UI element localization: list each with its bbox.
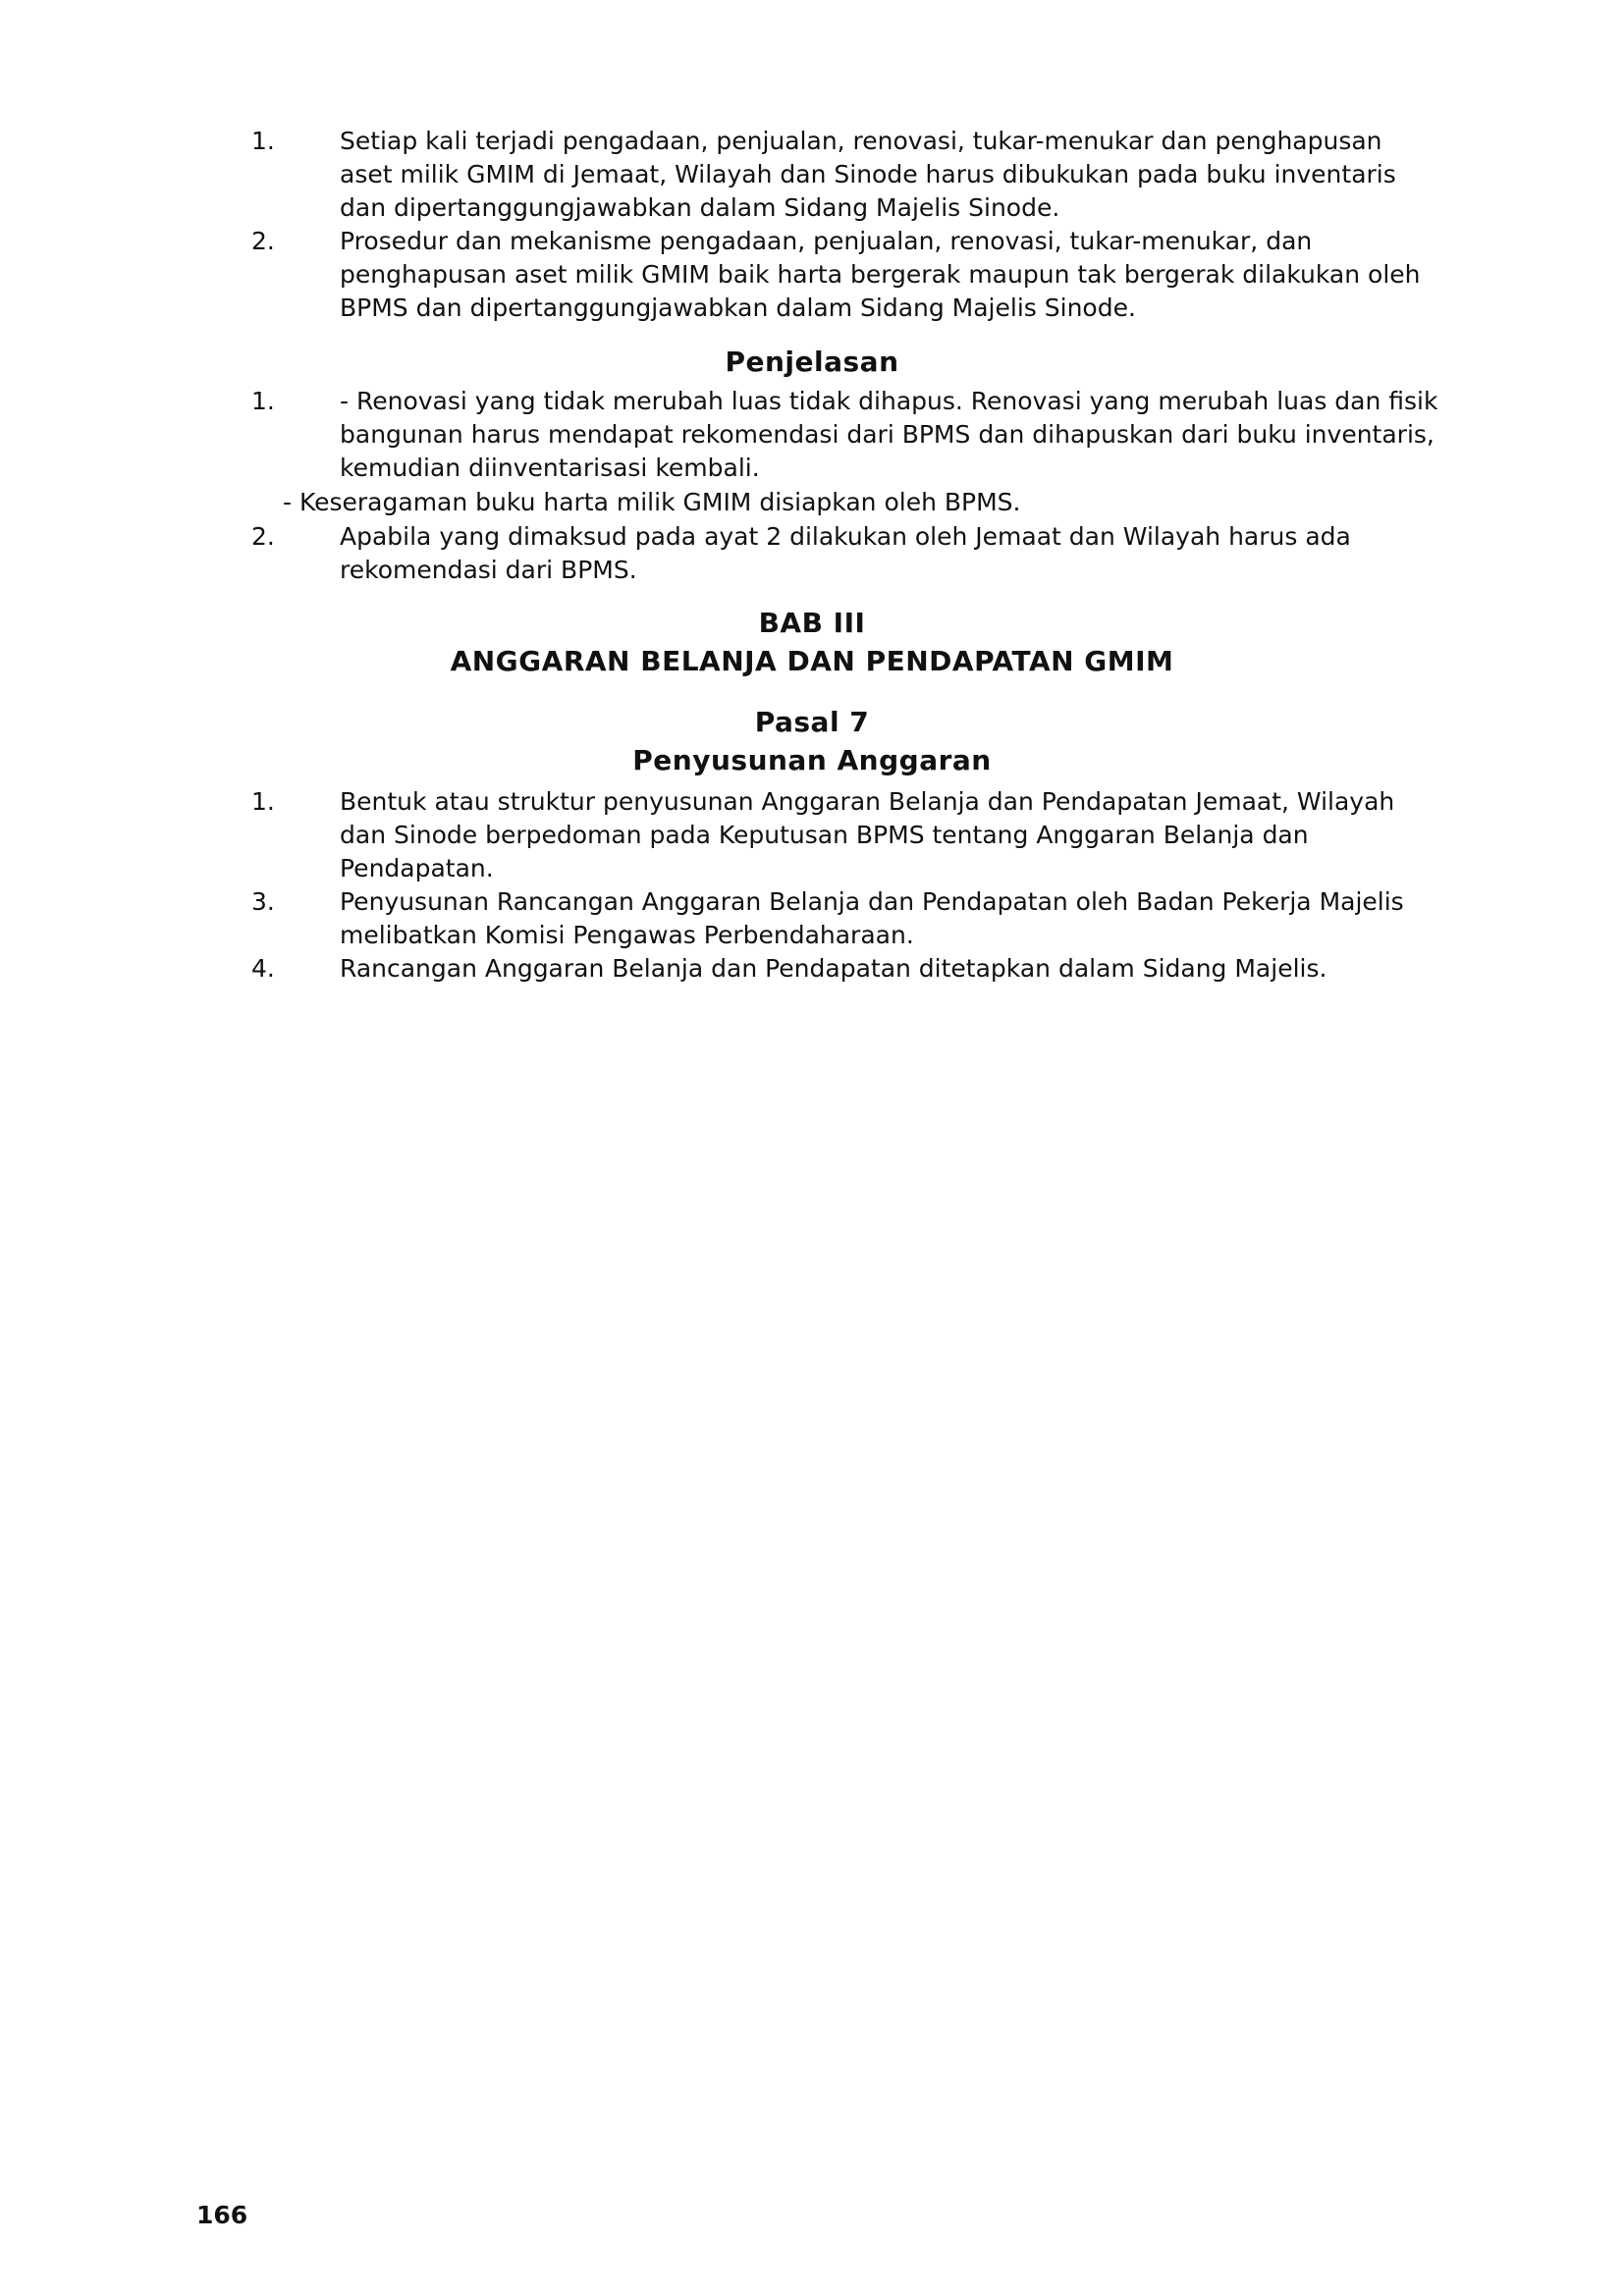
penjelasan-note: - Keseragaman buku harta milik GMIM disiapkan oleh BPMS. [283, 488, 1021, 516]
item-number: 3. [251, 887, 275, 916]
list-item [251, 125, 1439, 225]
page-number: 166 [196, 2201, 248, 2229]
list-item [251, 785, 1439, 885]
chapter-number: BAB III [758, 607, 866, 639]
item-text: Prosedur dan mekanisme pengadaan, penjualan, renovasi, tukar-menukar, dan penghapusan aset milik GMIM baik harta bergerak maupun tak bergerak dilakukan oleh BPMS dan dipertanggungjawabkan dalam Sidang Majelis Sinode. [340, 227, 1421, 322]
list-item [251, 952, 1439, 986]
chapter-title: ANGGARAN BELANJA DAN PENDAPATAN GMIM [450, 645, 1174, 677]
list-item [251, 520, 1439, 587]
list-item [251, 885, 1439, 952]
item-text: - Renovasi yang tidak merubah luas tidak dihapus. Renovasi yang merubah luas dan fisik bangunan harus mendapat rekomendasi dari BPMS dan dihapuskan dari buku inventaris, kemudian diinventarisasi kembali. [340, 387, 1438, 482]
pasal-title: Penyusunan Anggaran [632, 744, 992, 776]
list-item [251, 225, 1439, 325]
item-text: Apabila yang dimaksud pada ayat 2 dilakukan oleh Jemaat dan Wilayah harus ada rekomendasi dari BPMS. [340, 522, 1351, 584]
item-text: Penyusunan Rancangan Anggaran Belanja dan Pendapatan oleh Badan Pekerja Majelis melibatkan Komisi Pengawas Perbendaharaan. [340, 887, 1404, 949]
item-number: 1. [251, 387, 275, 415]
item-number: 2. [251, 227, 275, 255]
item-number: 1. [251, 127, 275, 155]
item-text: Bentuk atau struktur penyusunan Anggaran Belanja dan Pendapatan Jemaat, Wilayah dan Sinode berpedoman pada Keputusan BPMS tentang Anggaran Belanja dan Pendapatan. [340, 787, 1395, 882]
penjelasan-heading: Penjelasan [725, 346, 899, 378]
item-number: 4. [251, 954, 275, 983]
pasal-number: Pasal 7 [754, 706, 870, 738]
item-number: 1. [251, 787, 275, 816]
item-number: 2. [251, 522, 275, 551]
item-text: Setiap kali terjadi pengadaan, penjualan, renovasi, tukar-menukar dan penghapusan aset milik GMIM di Jemaat, Wilayah dan Sinode harus dibukukan pada buku inventaris dan dipertanggungjawabkan dalam Sidang Majelis Sinode. [340, 127, 1396, 222]
list-item [251, 385, 1439, 485]
item-text: Rancangan Anggaran Belanja dan Pendapatan ditetapkan dalam Sidang Majelis. [340, 954, 1327, 983]
